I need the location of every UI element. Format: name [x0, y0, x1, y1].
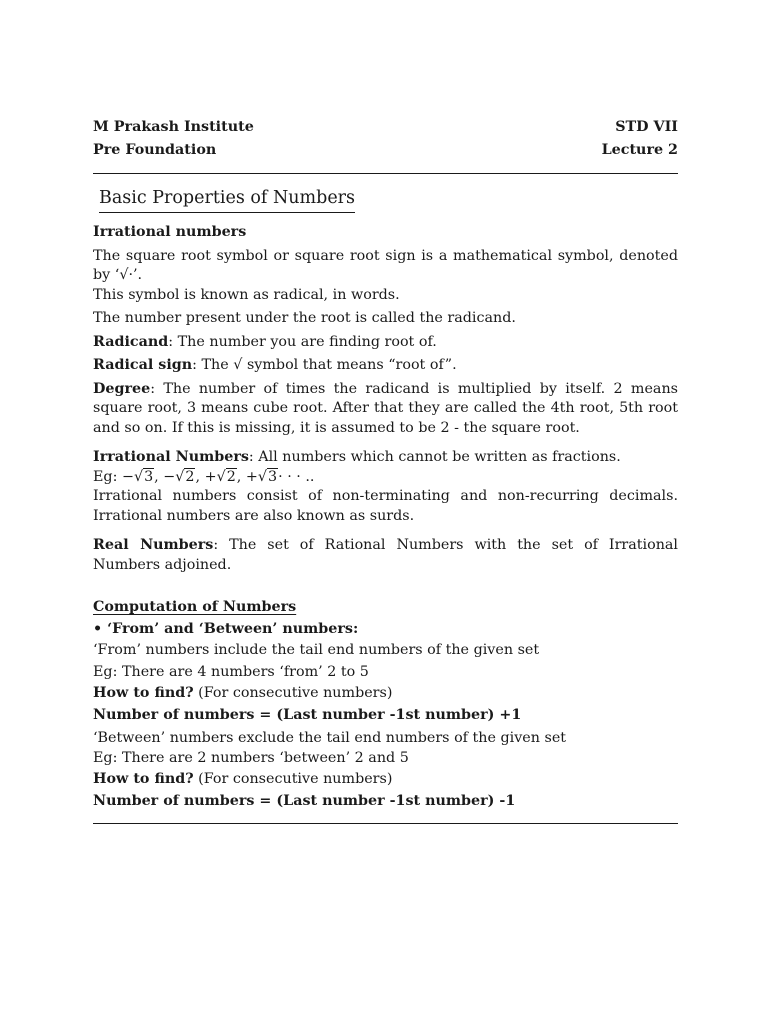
from-example: Eg: There are 4 numbers ‘from’ 2 to 5	[93, 663, 369, 680]
header-row-2	[93, 139, 678, 162]
irrational-description: Irrational numbers consist of non-terminating and non-recurring decimals. Irrational numbers are also known as surds.	[93, 488, 678, 524]
page-title: Basic Properties of Numbers	[99, 187, 355, 213]
header-row-1	[93, 116, 678, 139]
from-formula: Number of numbers = (Last number -1st number) +1	[93, 706, 522, 723]
document-page	[93, 116, 678, 824]
header-rule	[93, 173, 678, 174]
from-description: ‘From’ numbers include the tail end numbers of the given set	[93, 642, 540, 658]
sqrt-symbol-icon: √	[119, 267, 129, 283]
from-how-to-find: How to find? (For consecutive numbers)	[93, 685, 393, 701]
between-description: ‘Between’ numbers exclude the tail end numbers of the given set	[93, 730, 567, 746]
between-formula: Number of numbers = (Last number -1st number) -1	[93, 792, 516, 809]
irrational-examples: Eg: −√3, −√2, +√2, +√3· · · ..	[93, 468, 315, 485]
sqrt-symbol-icon: √	[233, 357, 243, 373]
standard-label: STD VII	[615, 119, 678, 135]
degree-definition: Degree: The number of times the radicand is multiplied by itself. 2 means square root, 3 means cube root. After that they are called the 4th root, 5th root and so on. If this is missing, it is assumed to be 2 - the square root.	[93, 380, 678, 436]
radical-sign-definition: Radical sign: The √ symbol that means “root of”.	[93, 357, 457, 373]
between-example: Eg: There are 2 numbers ‘between’ 2 and 5	[93, 749, 409, 766]
from-between-bullet: • ‘From’ and ‘Between’ numbers:	[93, 620, 359, 637]
institute-name: M Prakash Institute	[93, 119, 254, 135]
footer-rule	[93, 823, 678, 824]
radicand-definition: Radicand: The number you are finding root of.	[93, 333, 437, 350]
lecture-label: Lecture 2	[601, 142, 678, 158]
course-name: Pre Foundation	[93, 142, 217, 158]
computation-heading: Computation of Numbers	[93, 599, 297, 615]
radical-paragraph: The square root symbol or square root sign is a mathematical symbol, denoted by ‘√·’. This symbol is known as radical, in words.	[93, 247, 678, 303]
between-how-to-find: How to find? (For consecutive numbers)	[93, 771, 393, 787]
radicand-intro: The number present under the root is called the radicand.	[93, 310, 516, 326]
irrational-numbers-definition: Irrational Numbers: All numbers which cannot be written as fractions.	[93, 449, 621, 465]
real-numbers-definition: Real Numbers: The set of Rational Numbers with the set of Irrational Numbers adjoined.	[93, 537, 678, 573]
irrational-heading: Irrational numbers	[93, 224, 247, 240]
